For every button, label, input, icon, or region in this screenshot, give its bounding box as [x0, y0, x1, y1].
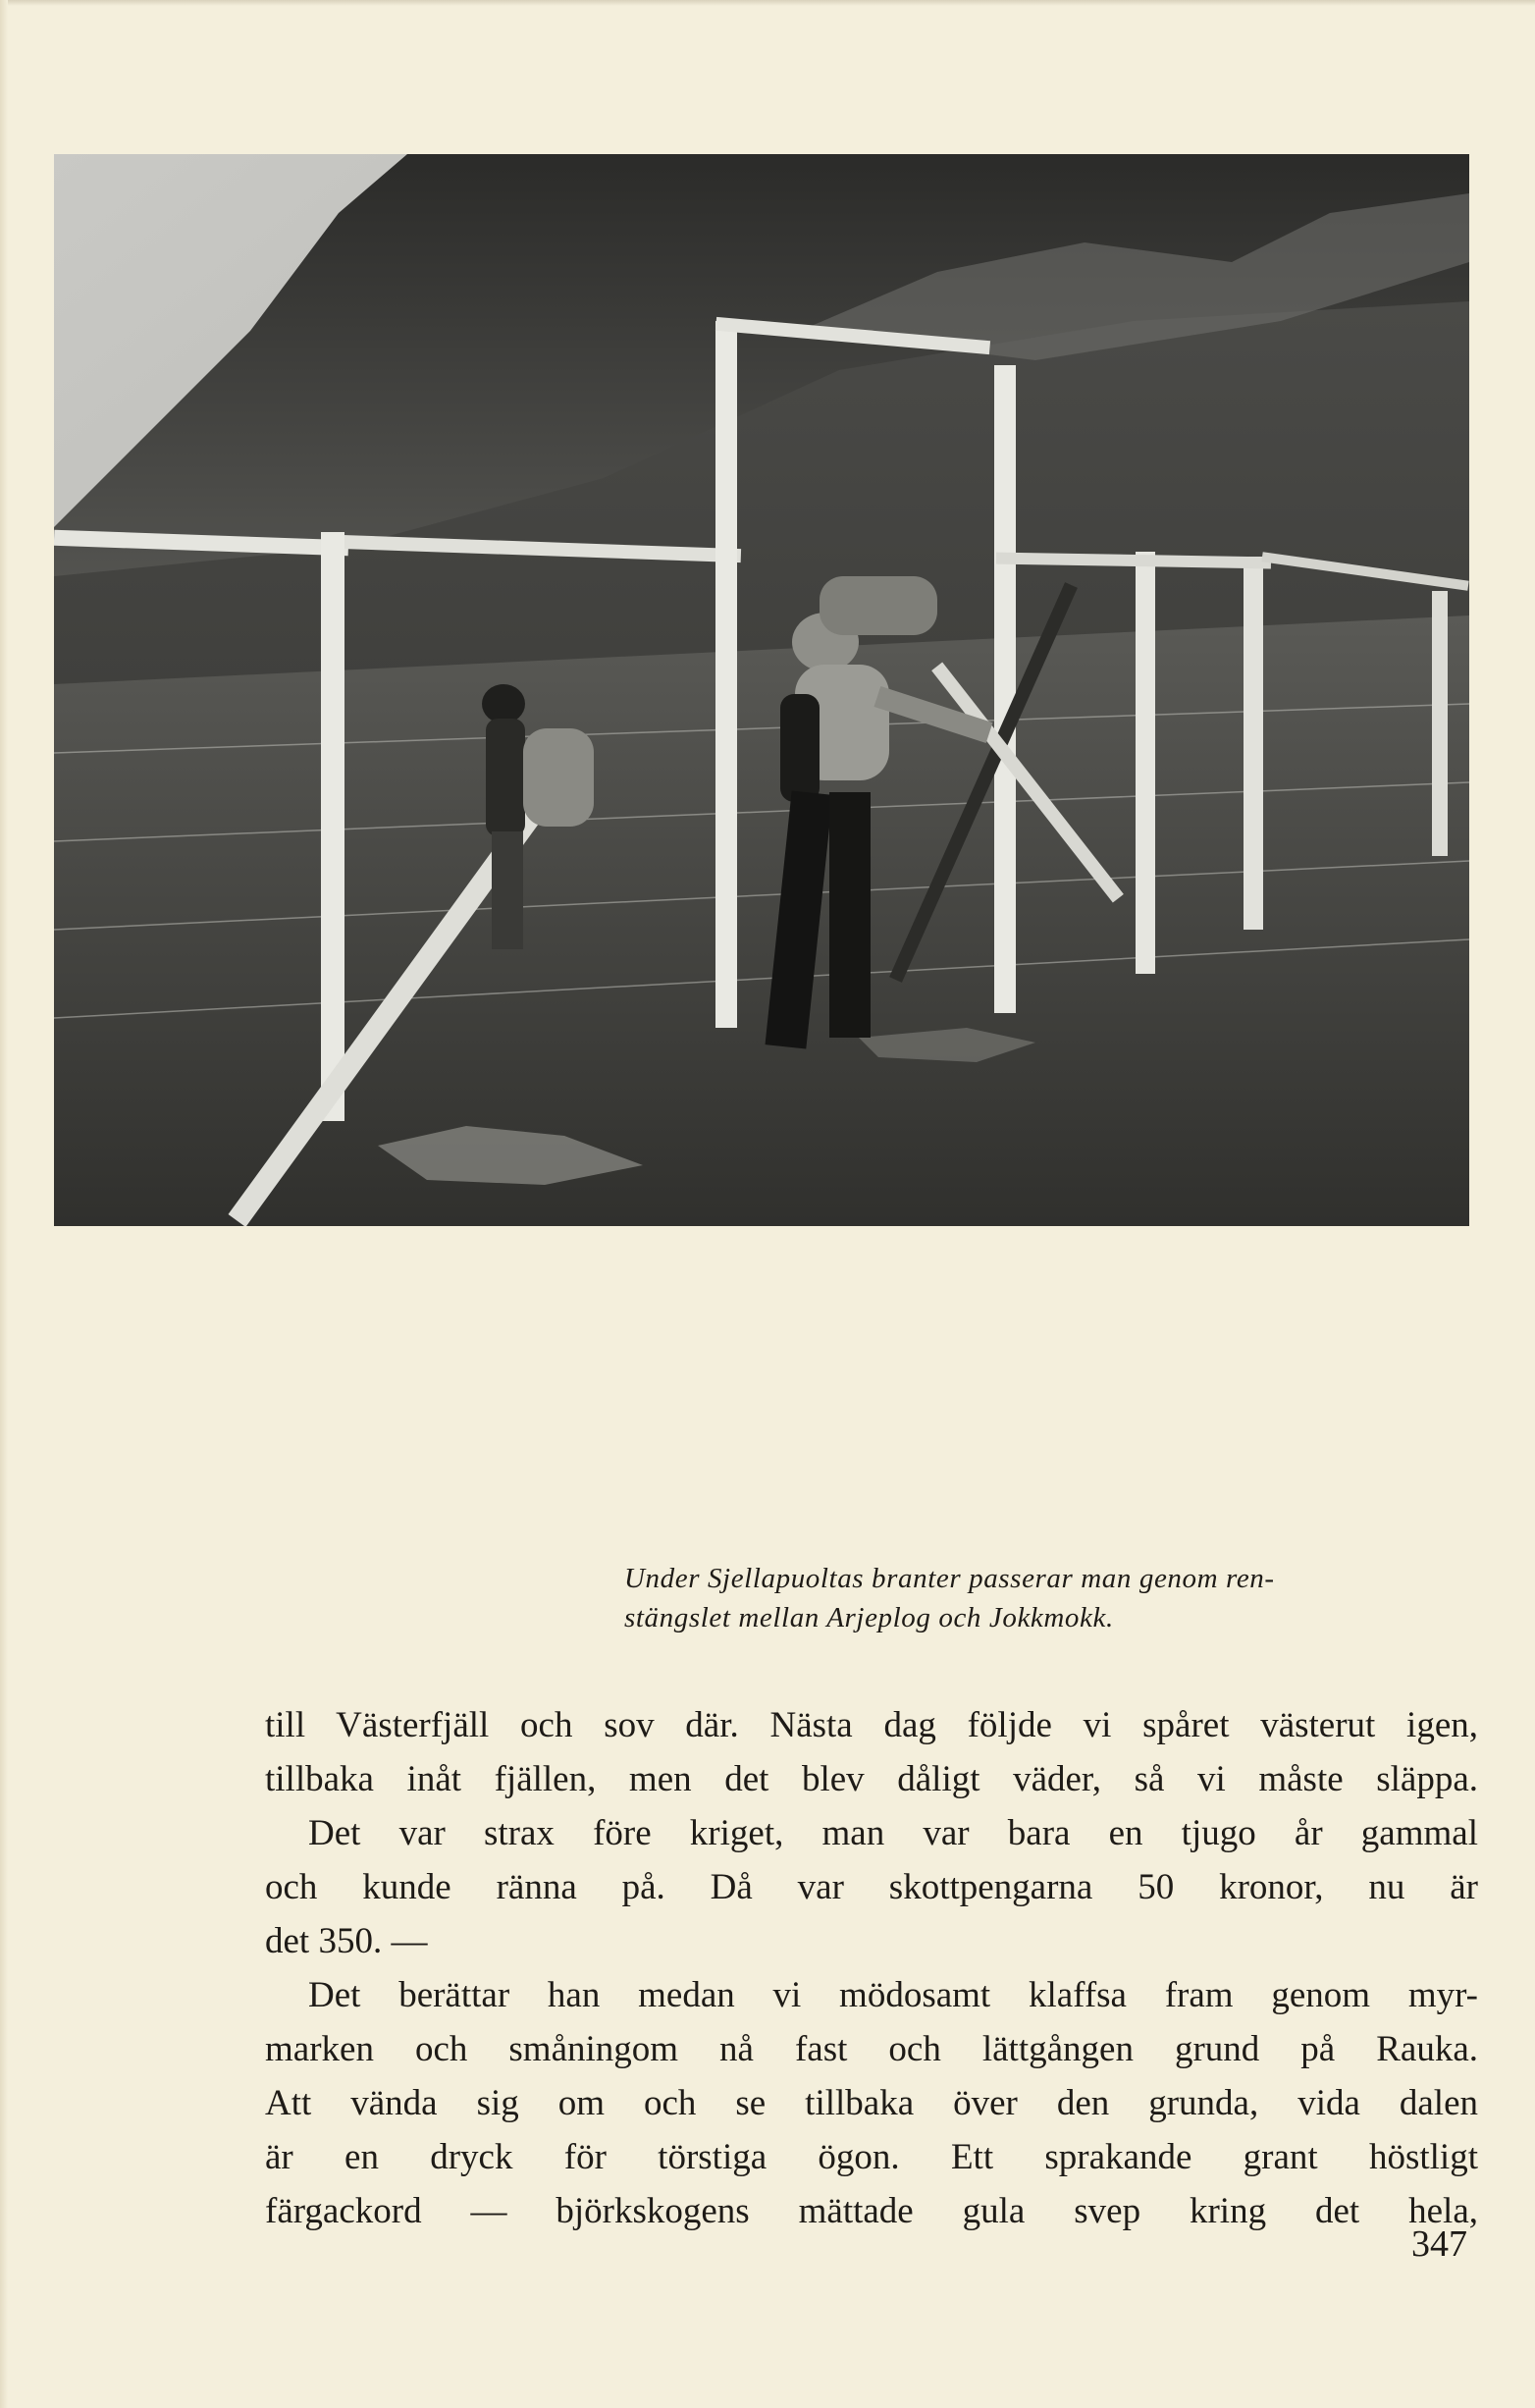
page-number: 347 — [1411, 2223, 1467, 2265]
page-edge-left — [0, 0, 8, 2408]
body-line: marken och småningom nå fast och lättgången grund på Rauka. — [265, 2029, 1478, 2069]
photograph — [54, 154, 1469, 1226]
body-line: det 350. — — [265, 1921, 428, 1961]
body-line: och kunde ränna på. Då var skottpengarna 50 kronor, nu är — [265, 1867, 1478, 1907]
body-line: är en dryck för törstiga ögon. Ett sprakande grant höstligt — [265, 2137, 1478, 2177]
page-edge-top — [0, 0, 1535, 6]
photo-caption — [624, 1559, 1476, 1637]
body-line: Det berättar han medan vi mödosamt klaffsa fram genom myr- — [308, 1975, 1478, 2015]
body-line: Det var strax före kriget, man var bara en tjugo år gammal — [308, 1813, 1478, 1853]
photograph-fence-gate-hikers-icon — [54, 154, 1469, 1226]
body-line: Att vända sig om och se tillbaka över den grunda, vida dalen — [265, 2083, 1478, 2123]
body-line: färgackord — björkskogens mättade gula svep kring det hela, — [265, 2191, 1478, 2231]
body-text — [265, 1698, 1478, 2238]
caption-line: stängslet mellan Arjeplog och Jokkmokk. — [624, 1602, 1114, 1633]
body-line: till Västerfjäll och sov där. Nästa dag följde vi spåret västerut igen, — [265, 1705, 1478, 1745]
caption-line: Under Sjellapuoltas branter passerar man genom ren- — [624, 1563, 1275, 1594]
body-line: tillbaka inåt fjällen, men det blev dåligt väder, så vi måste släppa. — [265, 1759, 1478, 1799]
